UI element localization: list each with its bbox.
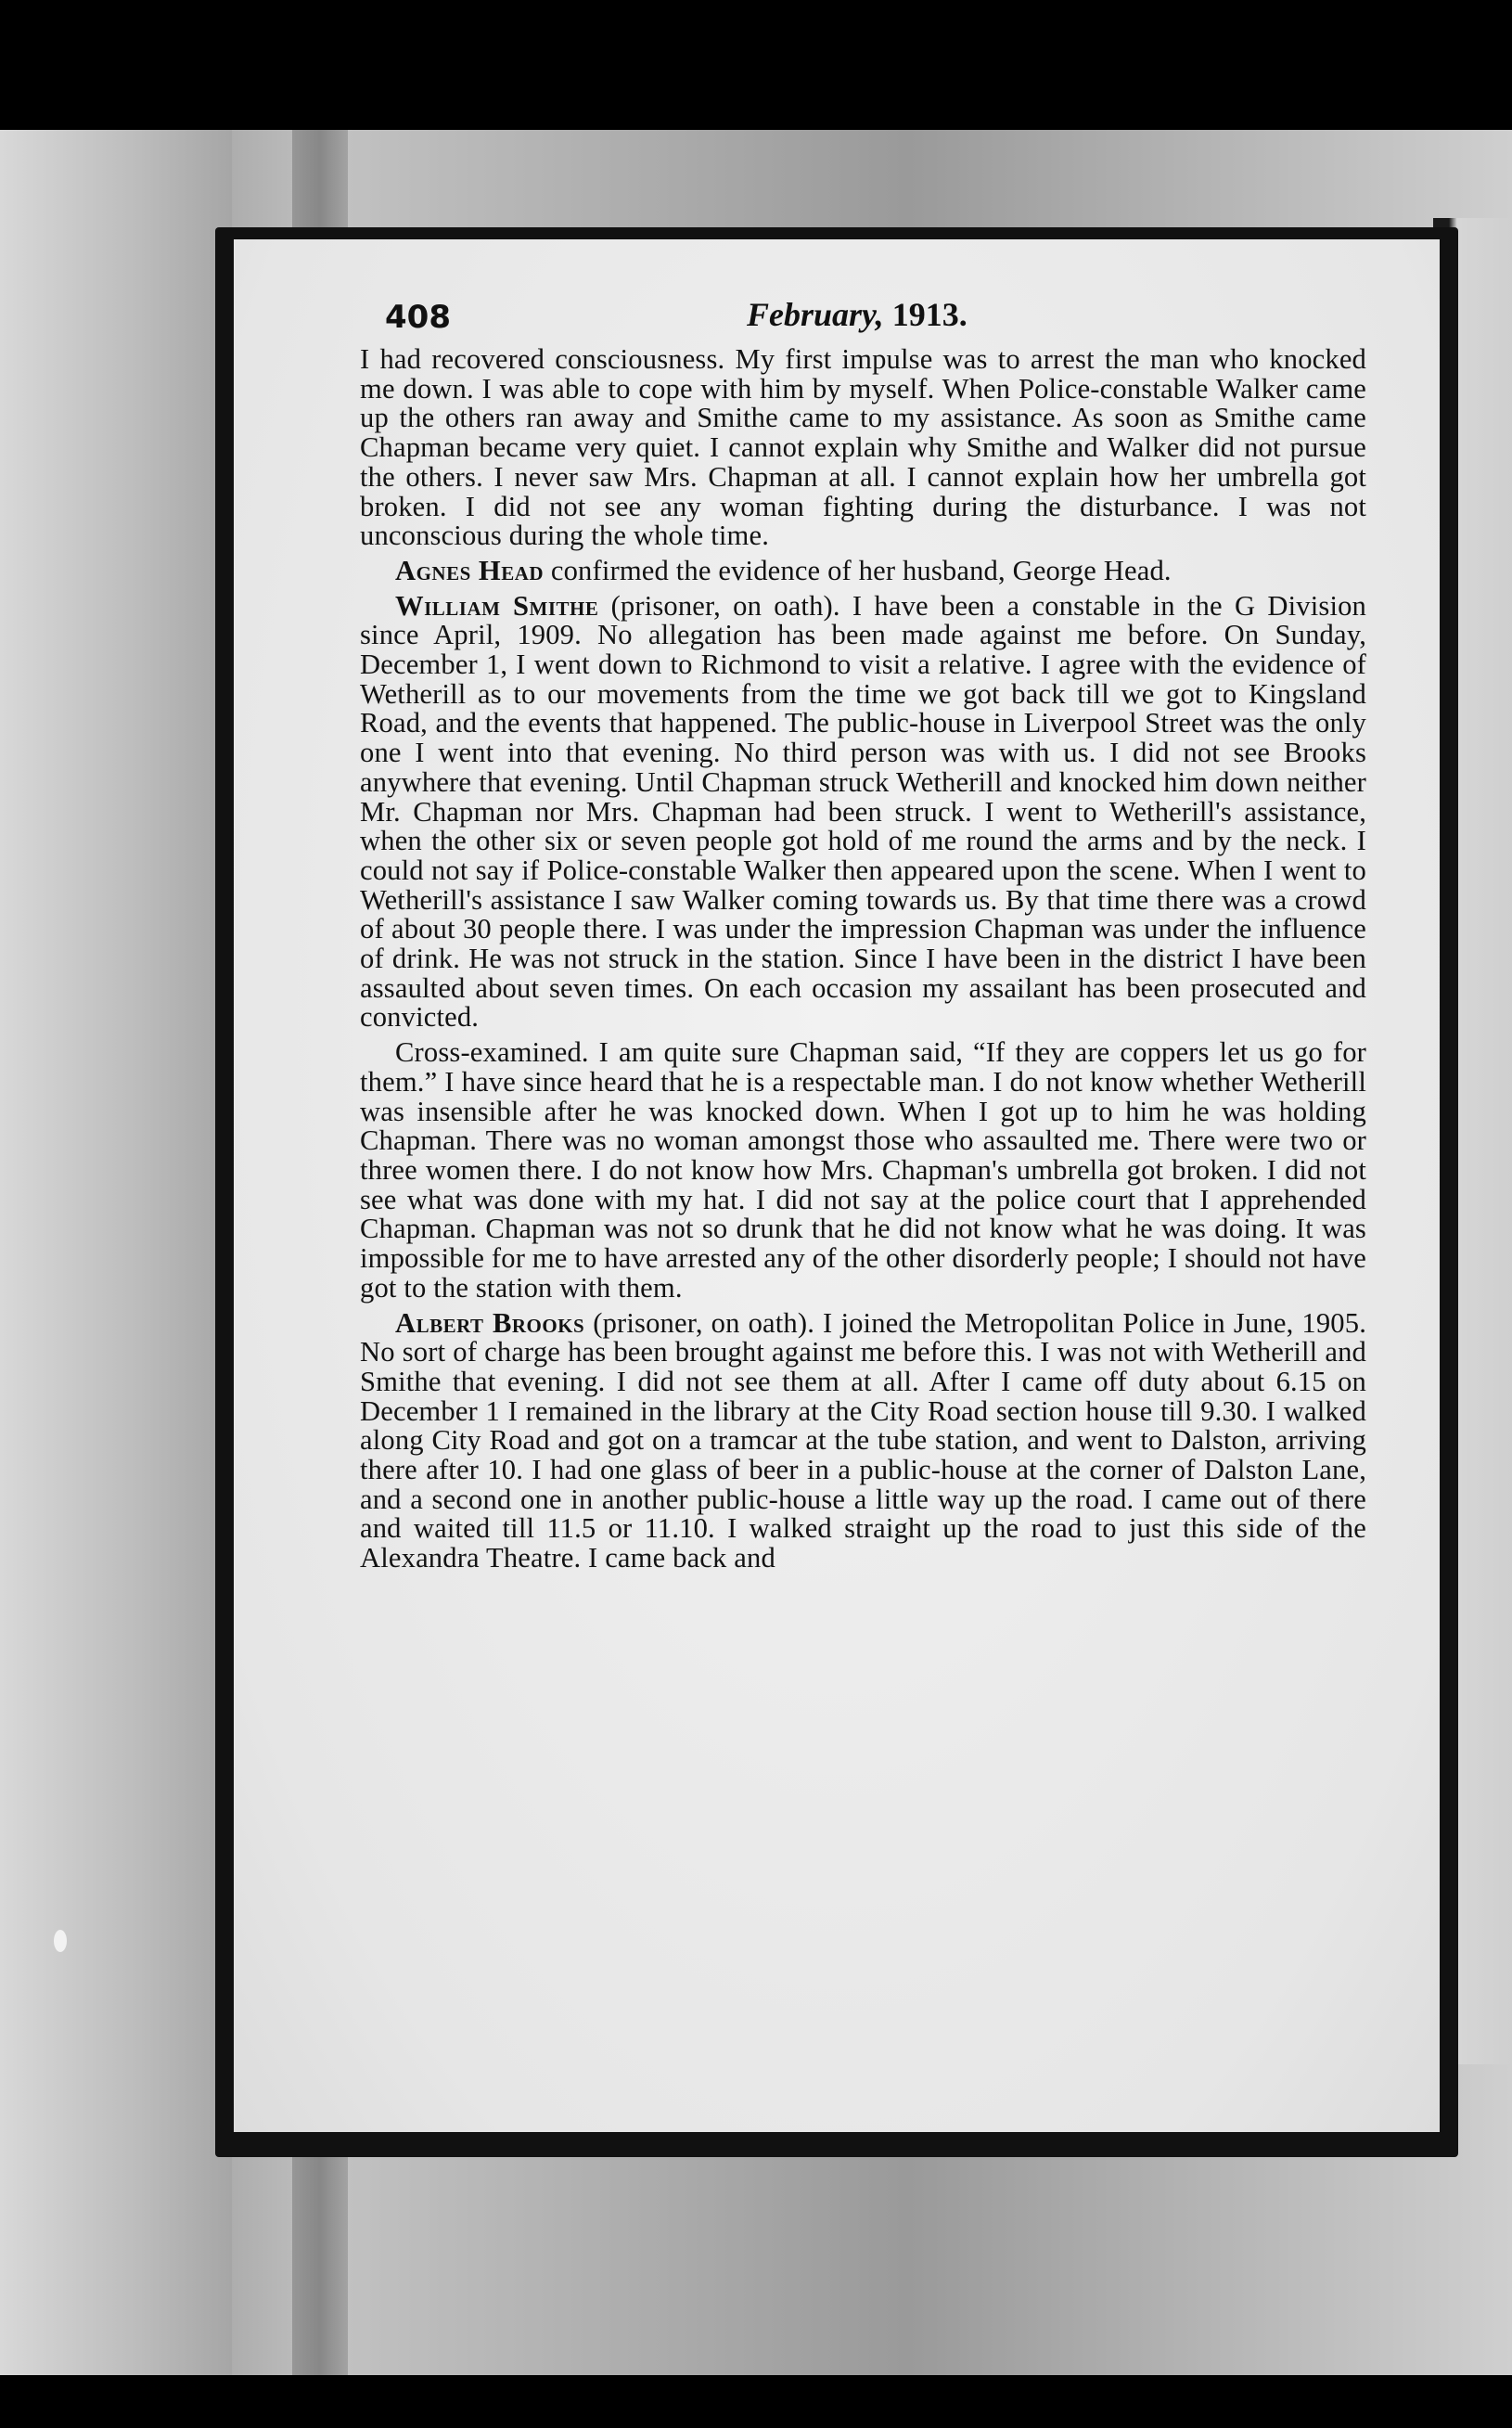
running-head-year: 1913. bbox=[891, 296, 967, 333]
paragraph-text: I had recovered consciousness. My first impulse was to arrest the man who knocked me down. I was able to cope with him by myself. When Police-constable Walker came up the others ran away and Smithe came to my assistance. As soon as Smithe came Chapman became very quiet. I cannot explain why Smithe and Walker did not pursue the others. I never saw Mrs. Chapman at all. I cannot explain how her umbrella got broken. I did not see any woman fighting during the disturbance. I was not unconscious during the whole time. bbox=[360, 343, 1366, 552]
paragraph-text: (prisoner, on oath). I joined the Metropolitan Police in June, 1905. No sort of charge has been brought against me before this. I was not with Wetherill and Smithe that evening. I did not see them at all. After I came off duty about 6.15 on December 1 I remained in the library at the City Road section house till 9.30. I walked along City Road and got on a tramcar at the tube station, and went to Dalston, arriving there after 10. I had one glass of beer in a public-house at the corner of Dalston Lane, and a second one in another public-house a little way up the road. I came out of there and waited till 11.5 or 11.10. I walked straight up the road to just this side of the Alexandra Theatre. I came back and bbox=[360, 1306, 1366, 1574]
paragraph-text: Cross-examined. I am quite sure Chapman said, “If they are coppers let us go for them.” I have since heard that he is a respectable man. I do not know whether Wetherill was insensible after he was knocked down. When I got up to him he was holding Chapman. There was no woman amongst those who assaulted me. There were two or three women there. I do not know how Mrs. Chapman's umbrella got broken. I did not see what was done with my hat. I did not say at the police court that I apprehended Chapman. Chapman was not so drunk that he did not know what he was doing. It was impossible for me to have arrested any of the other disorderly people; I should not have got to the station with them. bbox=[360, 1036, 1366, 1304]
paragraph-text: confirmed the evidence of her husband, George Head. bbox=[544, 554, 1172, 586]
page-body bbox=[360, 345, 1366, 1579]
running-head bbox=[747, 295, 967, 334]
paragraph bbox=[360, 1038, 1366, 1303]
scan-bottom-border bbox=[0, 2375, 1512, 2428]
scan-left-margin bbox=[0, 130, 232, 2375]
speaker-name: Agnes Head bbox=[395, 554, 545, 586]
page-number: 408 bbox=[385, 299, 451, 336]
paragraph bbox=[360, 554, 1366, 586]
paragraph-text: (prisoner, on oath). I have been a constable in the G Division since April, 1909. No allegation has been made against me before. On Sunday, December 1, I went down to Richmond to visit a relative. I agree with the evidence of Wetherill as to our movements from the time we got back till we got to Kingsland Road, and the events that happened. The public-house in Liverpool Street was the only one I went into that evening. No third person was with us. I did not see Brooks anywhere that evening. Until Chapman struck Wetherill and knocked him down neither Mr. Chapman nor Mrs. Chapman had been struck. I went to Wetherill's assistance, when the other six or seven people got hold of me round the arms and by the neck. I could not say if Police-constable Walker then appeared upon the scene. When I went to Wetherill's assistance I saw Walker coming towards us. By that time there was a crowd of about 30 people there. I was under the impression Chapman was under the influence of drink. He was not struck in the station. Since I have been in the district I have been assaulted about seven times. On each occasion my assailant has been prosecuted and convicted. bbox=[360, 589, 1366, 1034]
speaker-name: Albert Brooks bbox=[395, 1306, 585, 1339]
scan-speck bbox=[54, 1930, 67, 1952]
paragraph bbox=[360, 345, 1366, 551]
paragraph bbox=[360, 1306, 1366, 1574]
speaker-name: William Smithe bbox=[395, 589, 599, 622]
running-head-month: February, bbox=[747, 296, 884, 333]
paragraph bbox=[360, 589, 1366, 1034]
